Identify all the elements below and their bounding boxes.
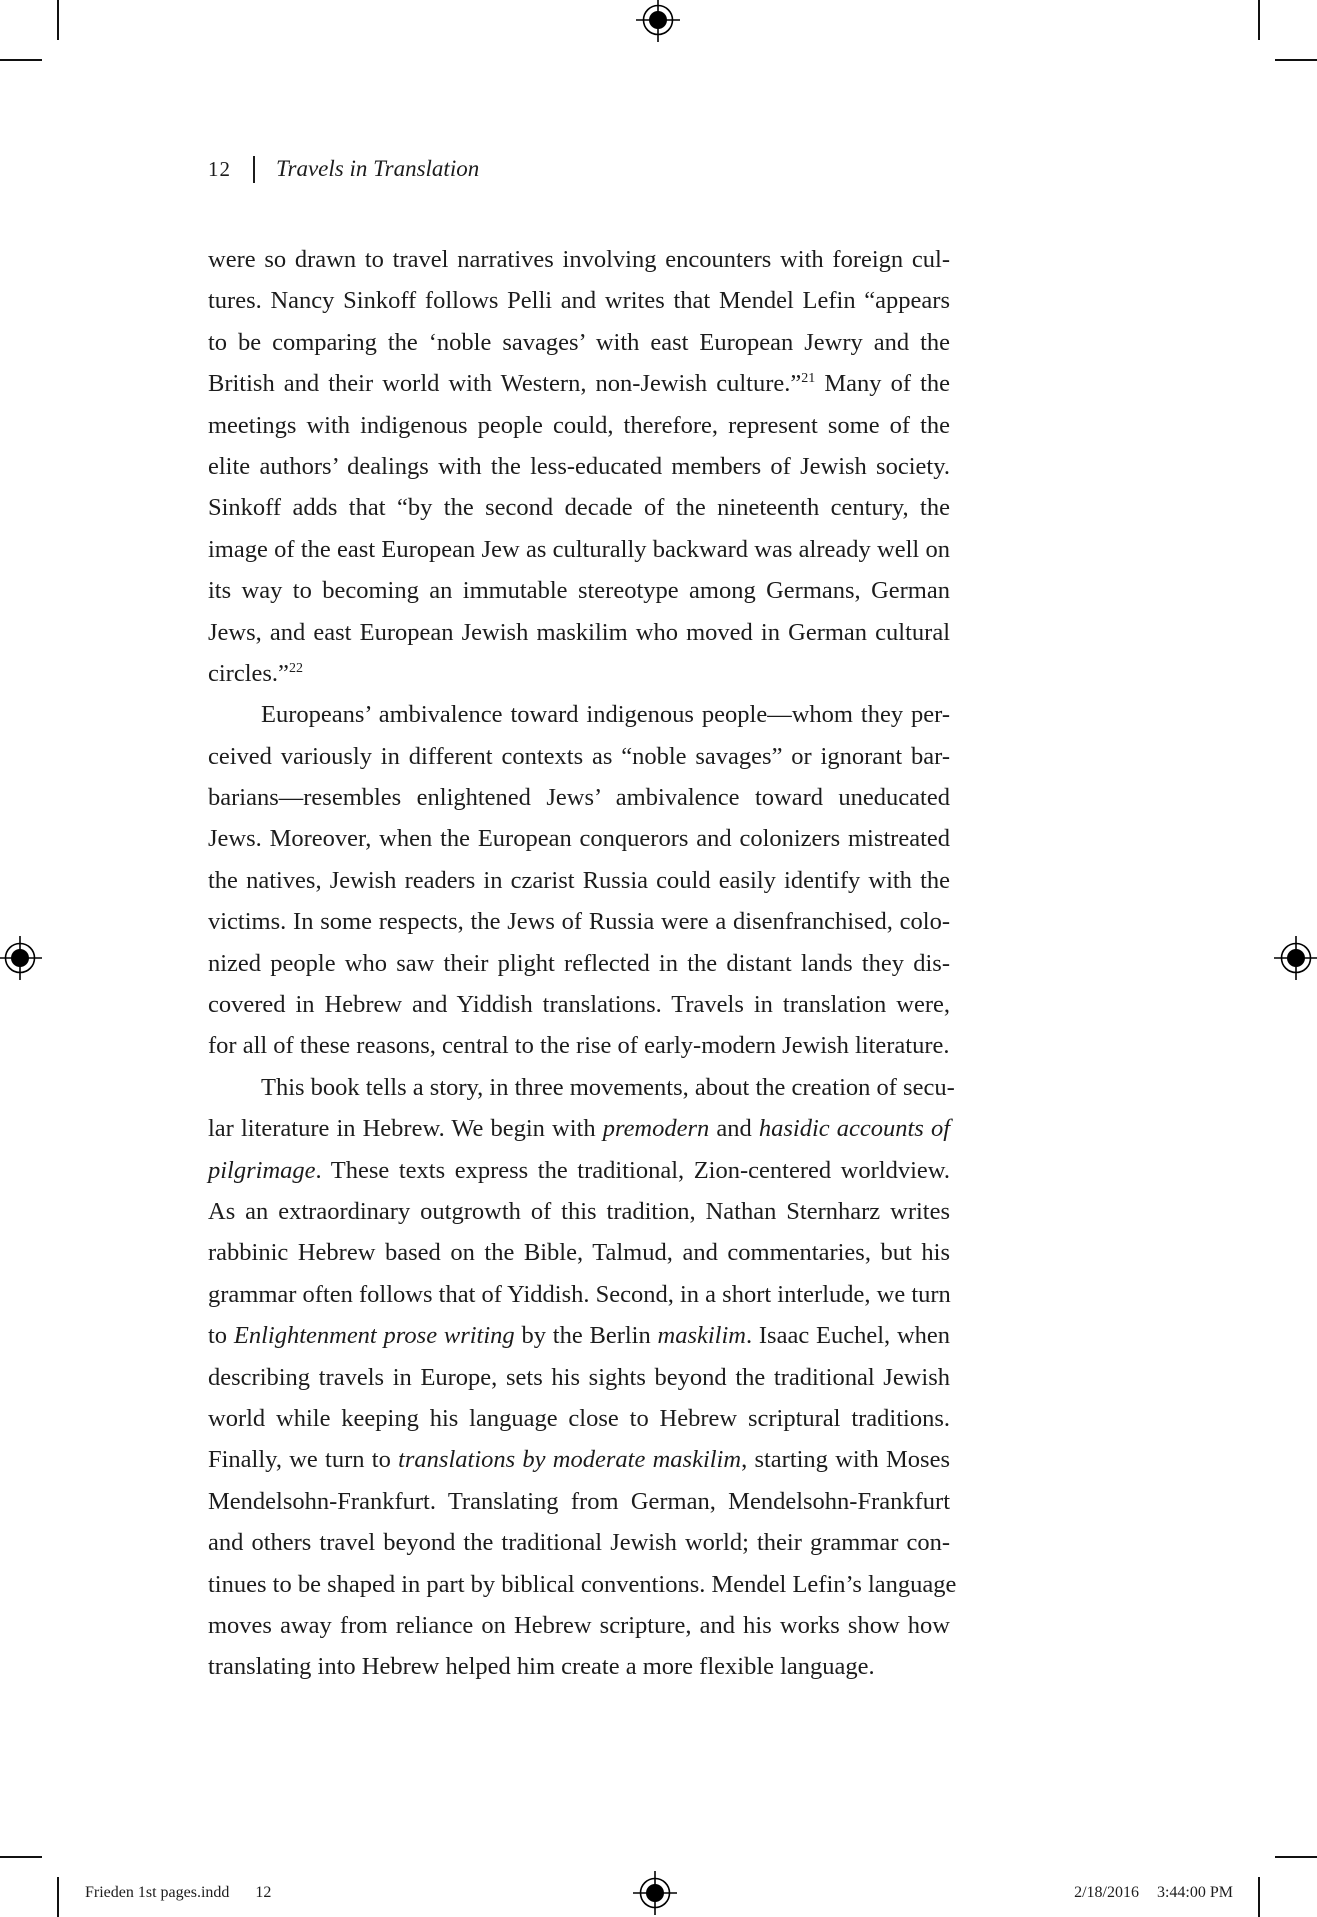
text-run: tures. Nancy Sinkoff follows Pelli and writes that Mendel Lefin “appears bbox=[208, 287, 950, 315]
text-line bbox=[208, 736, 950, 777]
text-run: This book tells a story, in three movements, about the creation of secu- bbox=[261, 1073, 955, 1101]
text-line bbox=[208, 1357, 950, 1398]
text-run: Finally, we turn to bbox=[208, 1446, 399, 1474]
text-run: As an extraordinary outgrowth of this tradition, Nathan Sternharz writes bbox=[208, 1197, 950, 1225]
text-run: covered in Hebrew and Yiddish translations. Travels in translation were, bbox=[208, 991, 950, 1019]
text-line bbox=[208, 1191, 950, 1232]
text-run: tinues to be shaped in part by biblical conventions. Mendel Lefin’s language bbox=[208, 1570, 957, 1598]
crop-mark-bottom-left-horizontal bbox=[0, 1856, 42, 1858]
page-number: 12 bbox=[208, 156, 231, 181]
text-line bbox=[208, 363, 950, 404]
text-run: translations by moderate maskilim bbox=[398, 1446, 742, 1474]
text-run: hasidic accounts of bbox=[758, 1115, 950, 1143]
text-run: its way to becoming an immutable stereotype among Germans, German bbox=[208, 577, 950, 605]
text-line bbox=[208, 1025, 950, 1066]
registration-mark-bottom-icon bbox=[633, 1871, 677, 1915]
running-header bbox=[208, 152, 479, 186]
text-line bbox=[208, 280, 950, 321]
text-line bbox=[208, 653, 950, 694]
text-run: moves away from reliance on Hebrew scripture, and his works show how bbox=[208, 1611, 950, 1639]
text-run: and others travel beyond the traditional Jewish world; their grammar con- bbox=[208, 1529, 950, 1557]
text-line bbox=[208, 322, 950, 363]
text-run: Mendelsohn-Frankfurt. Translating from German, Mendelsohn-Frankfurt bbox=[208, 1487, 950, 1515]
text-run: Europeans’ ambivalence toward indigenous people—whom they per- bbox=[261, 701, 950, 729]
footer-slug bbox=[85, 1884, 271, 1902]
text-line bbox=[208, 239, 950, 280]
text-line bbox=[208, 860, 950, 901]
text-line bbox=[208, 487, 950, 528]
text-run: Sinkoff adds that “by the second decade of the nineteenth century, the bbox=[208, 494, 950, 522]
text-run: translating into Hebrew helped him create a more flexible language. bbox=[208, 1653, 875, 1681]
text-line bbox=[208, 1481, 950, 1522]
text-run: to bbox=[208, 1322, 234, 1350]
text-run: rabbinic Hebrew based on the Bible, Talmud, and commentaries, but his bbox=[208, 1239, 950, 1267]
text-run: lar literature in Hebrew. We begin with bbox=[208, 1115, 603, 1143]
text-run: grammar often follows that of Yiddish. Second, in a short interlude, we turn bbox=[208, 1280, 951, 1308]
text-run: were so drawn to travel narratives involving encounters with foreign cul- bbox=[208, 246, 950, 273]
text-line bbox=[208, 1274, 950, 1315]
text-line bbox=[208, 1564, 957, 1605]
text-run: premodern bbox=[602, 1115, 710, 1143]
registration-mark-right-icon bbox=[1274, 936, 1317, 980]
text-run: British and their world with Western, non-Jewish culture.” bbox=[208, 370, 802, 398]
text-line bbox=[208, 612, 950, 653]
text-line bbox=[208, 1232, 950, 1273]
text-line bbox=[208, 570, 950, 611]
text-run: . Isaac Euchel, when bbox=[745, 1322, 951, 1350]
registration-mark-top-icon bbox=[636, 0, 680, 42]
text-run: . These texts express the traditional, Zion-centered worldview. bbox=[315, 1156, 950, 1184]
crop-mark-bottom-right-horizontal bbox=[1275, 1856, 1317, 1858]
text-run: to be comparing the ‘noble savages’ with east European Jewry and the bbox=[208, 328, 950, 356]
text-line bbox=[208, 1646, 950, 1687]
footnote-reference: 22 bbox=[288, 660, 303, 676]
footer-date: 2/18/2016 bbox=[1074, 1884, 1139, 1901]
footer-time: 3:44:00 PM bbox=[1156, 1884, 1233, 1901]
text-line bbox=[208, 777, 950, 818]
text-run: elite authors’ dealings with the less-educated members of Jewish society. bbox=[208, 452, 950, 480]
footer-timestamp bbox=[1074, 1884, 1233, 1902]
text-line bbox=[208, 1398, 950, 1439]
text-run: world while keeping his language close to Hebrew scriptural traditions. bbox=[208, 1404, 950, 1432]
crop-mark-bottom-right-vertical bbox=[1258, 1877, 1260, 1917]
body-text bbox=[208, 239, 957, 1688]
text-line bbox=[208, 984, 950, 1025]
header-divider bbox=[253, 156, 255, 183]
text-run: Many of the bbox=[815, 370, 950, 398]
text-line bbox=[208, 818, 950, 859]
text-run: meetings with indigenous people could, therefore, represent some of the bbox=[208, 411, 950, 439]
text-line bbox=[208, 1605, 950, 1646]
text-line bbox=[208, 1150, 950, 1191]
text-run: maskilim bbox=[657, 1322, 746, 1350]
text-line bbox=[208, 1108, 950, 1149]
running-title: Travels in Translation bbox=[276, 156, 480, 181]
text-run: describing travels in Europe, sets his sights beyond the traditional Jewish bbox=[208, 1363, 950, 1391]
text-run: Jews, and east European Jewish maskilim who moved in German cultural bbox=[208, 618, 950, 646]
text-run: pilgrimage bbox=[208, 1156, 316, 1184]
text-run: the natives, Jewish readers in czarist Russia could easily identify with the bbox=[208, 866, 950, 894]
registration-mark-left-icon bbox=[0, 936, 42, 980]
text-line bbox=[208, 529, 950, 570]
footnote-reference: 21 bbox=[801, 371, 816, 387]
text-line bbox=[208, 405, 950, 446]
text-run: victims. In some respects, the Jews of Russia were a disenfranchised, colo- bbox=[208, 908, 950, 936]
text-run: image of the east European Jew as culturally backward was already well on bbox=[208, 535, 950, 563]
crop-mark-bottom-left-vertical bbox=[57, 1877, 59, 1917]
text-line bbox=[208, 901, 950, 942]
text-run: Enlightenment prose writing bbox=[233, 1322, 515, 1350]
footer-filename: Frieden 1st pages.indd bbox=[85, 1884, 230, 1901]
crop-mark-top-right-vertical bbox=[1258, 0, 1260, 40]
text-line bbox=[208, 1315, 950, 1356]
crop-mark-top-left-vertical bbox=[57, 0, 59, 40]
crop-mark-top-left-horizontal bbox=[0, 59, 42, 61]
text-run: ceived variously in different contexts as “noble savages” or ignorant bar- bbox=[208, 742, 950, 770]
crop-mark-top-right-horizontal bbox=[1275, 59, 1317, 61]
text-run: , starting with Moses bbox=[741, 1446, 950, 1474]
text-line bbox=[208, 1522, 950, 1563]
text-line bbox=[208, 1439, 950, 1480]
text-run: for all of these reasons, central to the rise of early-modern Jewish literature. bbox=[208, 1032, 950, 1060]
text-run: nized people who saw their plight reflected in the distant lands they dis- bbox=[208, 949, 950, 977]
text-run: Jews. Moreover, when the European conquerors and colonizers mistreated bbox=[208, 825, 950, 853]
text-run: and bbox=[709, 1115, 759, 1143]
text-run: by the Berlin bbox=[514, 1322, 658, 1350]
footer-page-number: 12 bbox=[255, 1884, 272, 1901]
text-run: barians—resembles enlightened Jews’ ambivalence toward uneducated bbox=[208, 784, 950, 812]
text-line bbox=[208, 446, 950, 487]
text-line bbox=[208, 694, 950, 735]
text-line bbox=[208, 943, 950, 984]
text-line bbox=[208, 1067, 955, 1108]
text-run: circles.” bbox=[208, 659, 289, 687]
